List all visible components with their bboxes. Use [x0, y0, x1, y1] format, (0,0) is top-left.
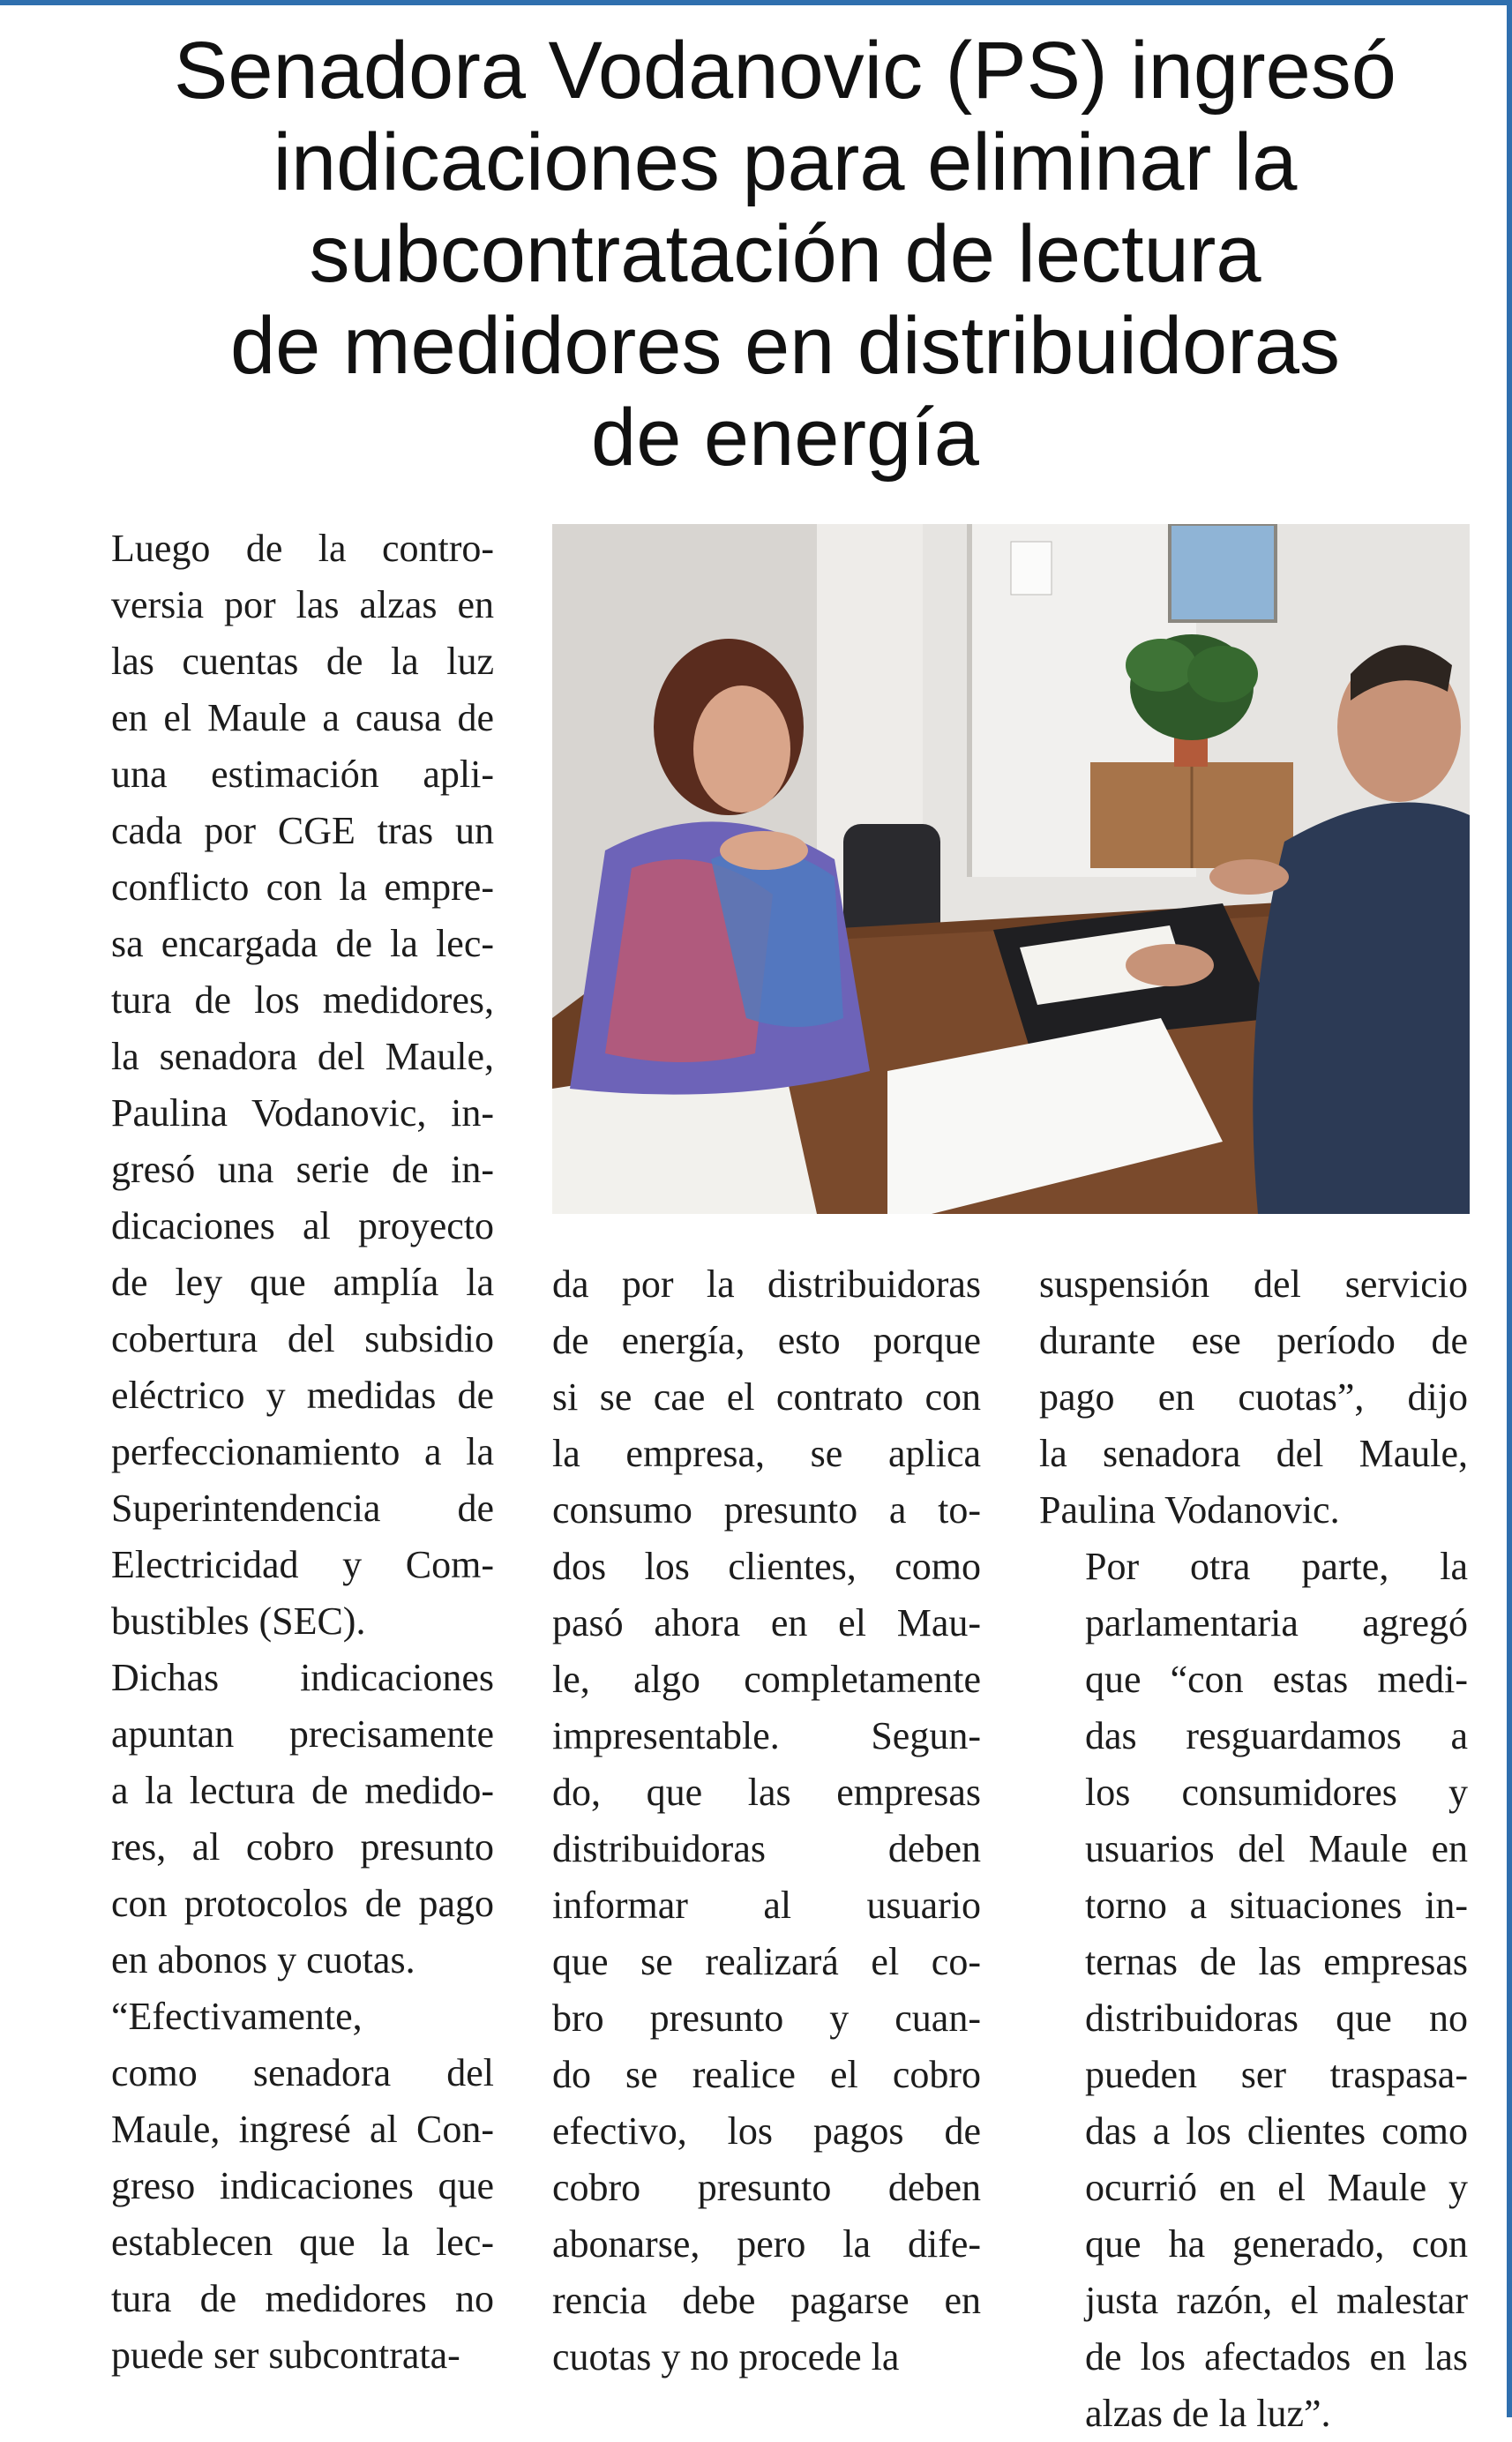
text-line: consumo presunto a to-: [552, 1488, 981, 1532]
text-line: parlamentaria agregó: [1085, 1601, 1468, 1644]
headline-line: Senadora Vodanovic (PS) ingresó: [174, 26, 1396, 116]
text-line: conflicto con la empre-: [111, 865, 494, 909]
text-line: cuotas y no procede la: [552, 2335, 900, 2378]
text-line: en el Maule a causa de: [111, 696, 494, 739]
text-line: las cuentas de la luz: [111, 640, 494, 683]
text-line: Por otra parte, la: [1085, 1545, 1468, 1588]
text-line: tura de los medidores,: [111, 978, 494, 1022]
text-line: informar al usuario: [552, 1884, 981, 1927]
text-line: Electricidad y Com-: [111, 1543, 494, 1586]
text-line: ternas de las empresas: [1085, 1940, 1468, 1983]
text-line: usuarios del Maule en: [1085, 1827, 1468, 1870]
text-line: cada por CGE tras un: [111, 809, 494, 852]
paragraph: [1039, 1256, 1468, 1539]
text-line: Maule, ingresé al Con-: [111, 2108, 494, 2151]
text-line: gresó una serie de in-: [111, 1148, 494, 1191]
text-line: una estimación apli-: [111, 753, 494, 796]
text-line: de ley que amplía la: [111, 1261, 494, 1304]
text-line: do se realice el cobro: [552, 2053, 981, 2096]
paragraph: [65, 1989, 494, 2384]
text-line: perfeccionamiento a la: [111, 1430, 494, 1473]
paragraph: [65, 1650, 494, 1989]
text-line: tura de medidores no: [111, 2277, 494, 2320]
text-line: Superintendencia de: [111, 1487, 494, 1530]
text-line: torno a situaciones in-: [1085, 1884, 1468, 1927]
text-line: greso indicaciones que: [111, 2164, 494, 2207]
text-line: “Efectivamente,: [111, 1995, 363, 2038]
page-frame-top: [0, 0, 1512, 5]
text-line: la empresa, se aplica: [552, 1432, 981, 1475]
text-line: establecen que la lec-: [111, 2221, 494, 2264]
text-line: suspensión del servicio: [1039, 1262, 1468, 1306]
text-line: justa razón, el malestar: [1085, 2279, 1468, 2322]
text-line: durante ese período de: [1039, 1319, 1468, 1362]
text-line: a la lectura de medido-: [111, 1769, 494, 1812]
headline-line: subcontratación de lectura: [309, 209, 1261, 299]
text-line: eléctrico y medidas de: [111, 1374, 494, 1417]
text-line: pueden ser traspasa-: [1085, 2053, 1468, 2096]
text-line: la senadora del Maule,: [111, 1035, 494, 1078]
paragraph: [552, 1256, 981, 2386]
text-line: Paulina Vodanovic.: [1039, 1488, 1340, 1532]
text-line: cobro presunto deben: [552, 2166, 981, 2209]
text-line: das resguardamos a: [1085, 1714, 1468, 1757]
paragraph: [65, 521, 494, 1650]
text-line: cobertura del subsidio: [111, 1317, 494, 1360]
text-line: res, al cobro presunto: [111, 1825, 494, 1869]
meeting-photo-illustration: [552, 524, 1470, 1214]
text-line: das a los clientes como: [1085, 2109, 1468, 2153]
text-line: que ha generado, con: [1085, 2222, 1468, 2266]
text-line: da por la distribuidoras: [552, 1262, 981, 1306]
text-line: sa encargada de la lec-: [111, 922, 494, 965]
article-column-1: [65, 521, 494, 2384]
text-line: de energía, esto porque: [552, 1319, 981, 1362]
text-line: bustibles (SEC).: [111, 1599, 366, 1643]
text-line: en abonos y cuotas.: [111, 1938, 415, 1981]
text-line: que “con estas medi-: [1085, 1658, 1468, 1701]
text-line: do, que las empresas: [552, 1771, 981, 1814]
headline-line: indicaciones para eliminar la: [273, 117, 1298, 207]
text-line: la senadora del Maule,: [1039, 1432, 1468, 1475]
text-line: dicaciones al proyecto: [111, 1204, 494, 1247]
text-line: Luego de la contro-: [111, 527, 494, 570]
text-line: puede ser subcontrata-: [111, 2333, 460, 2377]
article-headline: [53, 25, 1512, 483]
article-photo: [552, 524, 1470, 1214]
text-line: que se realizará el co-: [552, 1940, 981, 1983]
text-line: bro presunto y cuan-: [552, 1996, 981, 2040]
text-line: si se cae el contrato con: [552, 1375, 981, 1419]
text-line: alzas de la luz”.: [1085, 2392, 1331, 2435]
text-line: impresentable. Segun-: [552, 1714, 981, 1757]
article-column-2: [552, 1256, 981, 2386]
text-line: distribuidoras deben: [552, 1827, 981, 1870]
article-column-3: [1039, 1256, 1468, 2442]
text-line: como senadora del: [111, 2051, 494, 2094]
text-line: ocurrió en el Maule y: [1085, 2166, 1468, 2209]
text-line: los consumidores y: [1085, 1771, 1468, 1814]
text-line: rencia debe pagarse en: [552, 2279, 981, 2322]
paragraph: [1039, 1539, 1468, 2442]
text-line: distribuidoras que no: [1085, 1996, 1468, 2040]
headline-line: de medidores en distribuidoras: [229, 301, 1341, 391]
text-line: efectivo, los pagos de: [552, 2109, 981, 2153]
text-line: con protocolos de pago: [111, 1882, 494, 1925]
headline-line: de energía: [591, 393, 979, 483]
text-line: Paulina Vodanovic, in-: [111, 1091, 494, 1135]
text-line: abonarse, pero la dife-: [552, 2222, 981, 2266]
text-line: apuntan precisamente: [111, 1712, 494, 1756]
text-line: le, algo completamente: [552, 1658, 981, 1701]
text-line: versia por las alzas en: [111, 583, 494, 626]
text-line: de los afectados en las: [1085, 2335, 1468, 2378]
text-line: pago en cuotas”, dijo: [1039, 1375, 1468, 1419]
text-line: pasó ahora en el Mau-: [552, 1601, 981, 1644]
text-line: dos los clientes, como: [552, 1545, 981, 1588]
text-line: Dichas indicaciones: [111, 1656, 494, 1699]
